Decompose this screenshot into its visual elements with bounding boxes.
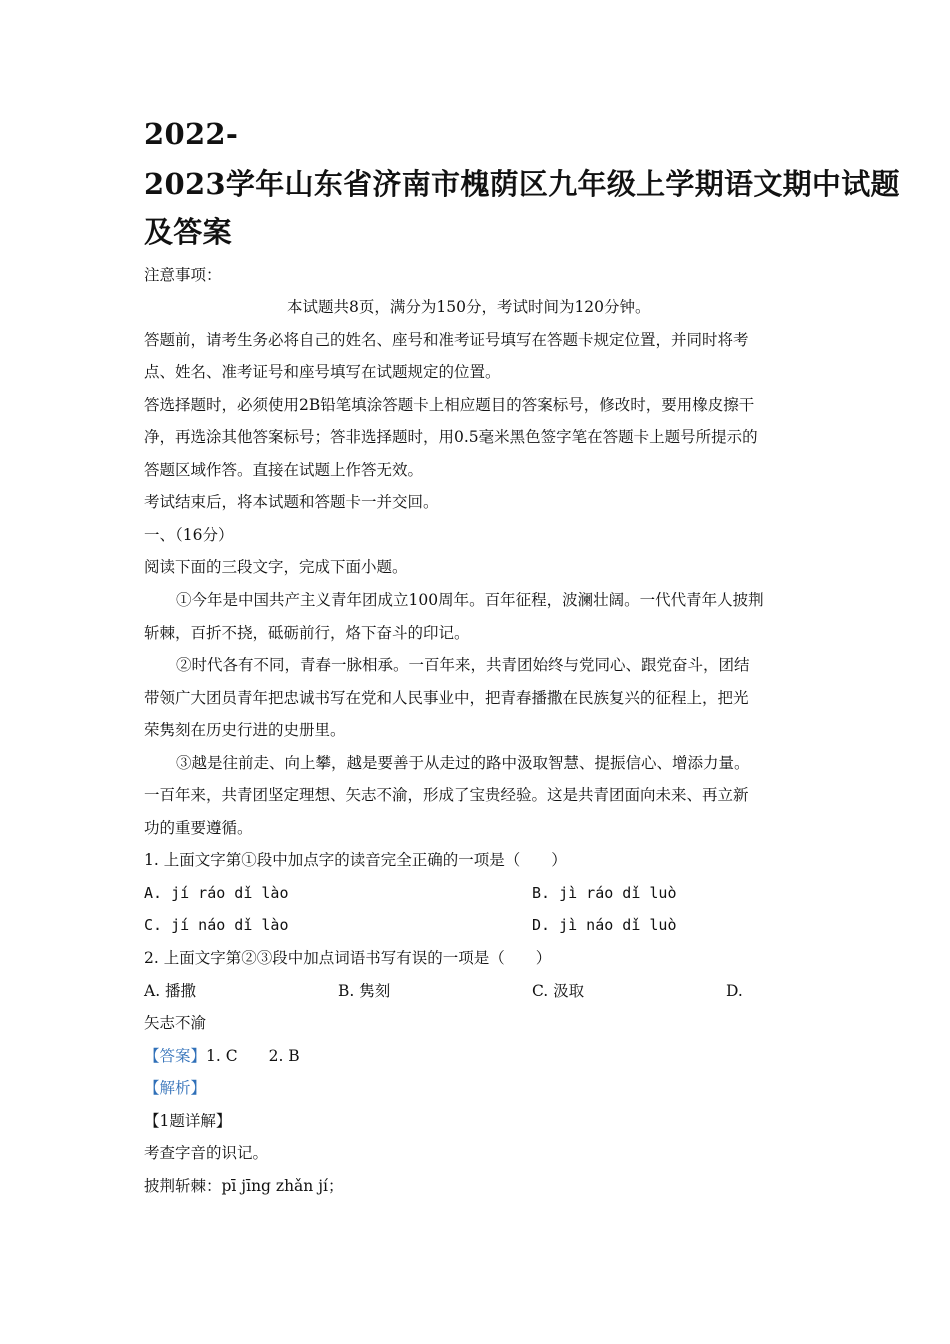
answer-text: 1. C 2. B bbox=[206, 1047, 300, 1065]
question-1-option-c: C. jí náo dǐ lào bbox=[144, 916, 289, 934]
passage-paragraph-3: ③越是往前走、向上攀，越是要善于从走过的路中汲取智慧、提振信心、增添力量。 bbox=[176, 754, 750, 772]
doc-title-line-3: 及答案 bbox=[144, 215, 232, 249]
question-1-option-a: A. jí ráo dǐ lào bbox=[144, 884, 289, 902]
passage-paragraph-1: 斩棘，百折不挠，砥砺前行，烙下奋斗的印记。 bbox=[144, 624, 470, 642]
question-1-stem: 1. 上面文字第①段中加点字的读音完全正确的一项是（ ） bbox=[144, 851, 567, 869]
notice-item: 本试题共8页，满分为150分，考试时间为120分钟。 bbox=[287, 298, 651, 316]
answer-label: 【答案】 bbox=[144, 1047, 207, 1065]
question-2-option-b: B. 隽刻 bbox=[338, 982, 391, 1000]
notice-item: 答题区域作答。直接在试题上作答无效。 bbox=[144, 461, 424, 479]
passage-paragraph-2: ②时代各有不同，青春一脉相承。一百年来，共青团始终与党同心、跟党奋斗，团结 bbox=[176, 656, 750, 674]
question-1-option-b: B. jì ráo dǐ luò bbox=[532, 884, 677, 902]
notice-item: 净，再选涂其他答案标号；答非选择题时，用0.5毫米黑色签字笔在答题卡上题号所提示的 bbox=[144, 428, 758, 446]
question-2-option-c: C. 汲取 bbox=[532, 982, 585, 1000]
notice-item: 考试结束后，将本试题和答题卡一并交回。 bbox=[144, 493, 439, 511]
section-heading: 一、（16分） bbox=[144, 526, 234, 544]
doc-title-line-1: 2022- bbox=[144, 117, 239, 151]
question-2-option-a: A. 播撒 bbox=[144, 982, 197, 1000]
passage-paragraph-2: 荣隽刻在历史行进的史册里。 bbox=[144, 721, 346, 739]
question-1-option-d: D. jì náo dǐ luò bbox=[532, 916, 677, 934]
passage-paragraph-3: 功的重要遵循。 bbox=[144, 819, 253, 837]
question-2-stem: 2. 上面文字第②③段中加点词语书写有误的一项是（ ） bbox=[144, 949, 552, 967]
notice-item: 答题前，请考生务必将自己的姓名、座号和准考证号填写在答题卡规定位置，并同时将考 bbox=[144, 331, 749, 349]
detail-text: 披荆斩棘：pī jīng zhǎn jí； bbox=[144, 1177, 344, 1195]
answer-line bbox=[144, 1049, 300, 1065]
notice-heading: 注意事项： bbox=[144, 266, 222, 284]
notice-item: 答选择题时，必须使用2B铅笔填涂答题卡上相应题目的答案标号，修改时，要用橡皮擦干 bbox=[144, 396, 755, 414]
analysis-label: 【解析】 bbox=[144, 1079, 207, 1097]
question-2-option-d: D. bbox=[726, 982, 743, 1000]
detail-heading: 【1题详解】 bbox=[144, 1112, 232, 1130]
passage-paragraph-2: 带领广大团员青年把忠诚书写在党和人民事业中，把青春播撒在民族复兴的征程上，把光 bbox=[144, 689, 749, 707]
passage-paragraph-1: ①今年是中国共产主义青年团成立100周年。百年征程，波澜壮阔。一代代青年人披荆 bbox=[176, 591, 764, 609]
detail-text: 考查字音的识记。 bbox=[144, 1144, 269, 1162]
doc-title-line-2: 2023学年山东省济南市槐荫区九年级上学期语文期中试题 bbox=[144, 167, 900, 201]
notice-item: 点、姓名、准考证号和座号填写在试题规定的位置。 bbox=[144, 363, 501, 381]
passage-paragraph-3: 一百年来，共青团坚定理想、矢志不渝，形成了宝贵经验。这是共青团面向未来、再立新 bbox=[144, 786, 749, 804]
question-2-option-d-text: 矢志不渝 bbox=[144, 1014, 207, 1032]
section-intro: 阅读下面的三段文字，完成下面小题。 bbox=[144, 558, 408, 576]
